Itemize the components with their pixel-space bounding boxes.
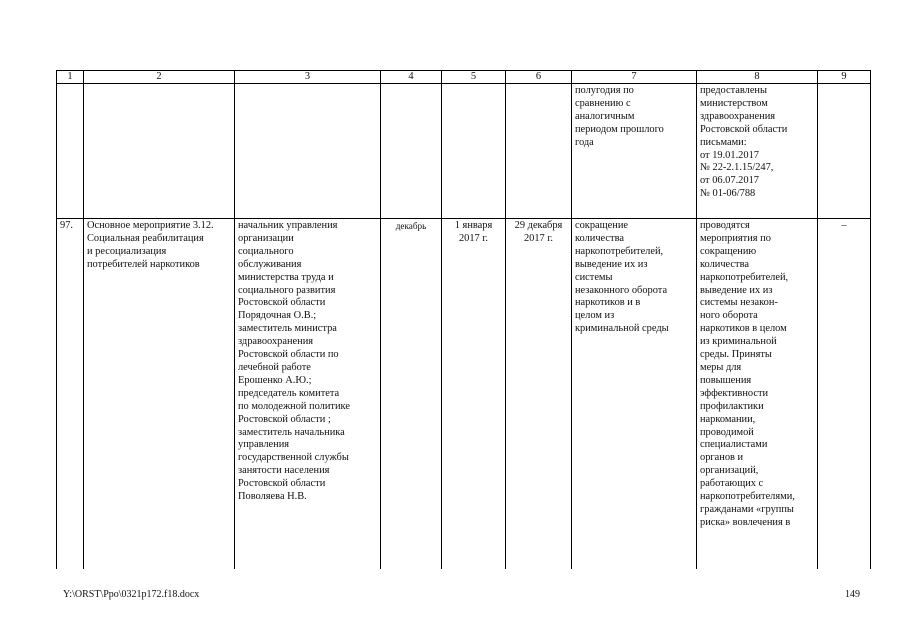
text-line: аналогичным xyxy=(575,110,635,122)
text-line: ного оборота xyxy=(700,310,758,322)
cell-status xyxy=(697,84,818,219)
text-line: Ростовской области по xyxy=(238,349,339,361)
text-line: выведение их из xyxy=(575,258,648,270)
text-line: риска» вовлечения в xyxy=(700,516,791,528)
text-line: Ростовской области ; xyxy=(238,413,331,425)
cell-deadline: декабрь xyxy=(381,219,442,570)
cell-status xyxy=(697,219,818,570)
cell-deadline xyxy=(381,84,442,219)
text-line: наркопотребителями, xyxy=(700,491,795,503)
column-number: 4 xyxy=(381,71,442,84)
text-line: управления xyxy=(238,439,290,451)
text-line: начальник управления xyxy=(238,220,338,231)
text-line: по молодежной политике xyxy=(238,400,350,412)
text-line: наркомании, xyxy=(700,413,756,425)
column-number: 2 xyxy=(84,71,235,84)
text-line: 1 января xyxy=(454,220,493,231)
text-line: из криминальной xyxy=(700,336,777,348)
text-line: Порядочная О.В.; xyxy=(238,310,317,322)
text-line: организации xyxy=(238,232,294,244)
column-number: 8 xyxy=(697,71,818,84)
text-line: органов и xyxy=(700,452,744,464)
text-line: председатель комитета xyxy=(238,387,340,399)
text-line: Ростовской области xyxy=(238,297,326,309)
text-line: министерством xyxy=(700,97,768,109)
text-line: незаконного оборота xyxy=(575,284,668,296)
text-line: Ерошенко А.Ю.; xyxy=(238,374,312,386)
text-line: министерства труда и xyxy=(238,271,334,283)
text-line: меры для xyxy=(700,361,742,373)
text-line: предоставлены xyxy=(700,85,767,96)
text-line: года xyxy=(575,136,594,148)
text-line: периодом прошлого xyxy=(575,123,664,135)
text-line: заместитель начальника xyxy=(238,426,345,438)
text-line: Основное мероприятие 3.12. xyxy=(87,220,214,231)
text-line: Ростовской области xyxy=(238,478,326,490)
text-line: заместитель министра xyxy=(238,323,337,335)
cell-event xyxy=(84,84,235,219)
text-line: выведение их из xyxy=(700,284,773,296)
text-line: лечебной работе xyxy=(238,361,311,373)
cell-start xyxy=(442,219,506,570)
column-number: 1 xyxy=(57,71,84,84)
text-line: повышения xyxy=(700,374,752,386)
footer-file-path: Y:\ORST\Ppo\0321p172.f18.docx xyxy=(63,589,200,600)
text-line: письмами: xyxy=(700,136,747,148)
text-line: 2017 г. xyxy=(523,232,554,244)
cell-num: 97. xyxy=(57,219,84,570)
text-line: гражданами «группы xyxy=(700,503,794,515)
text-line: социального xyxy=(238,245,294,257)
report-table xyxy=(56,70,871,569)
text-line: количества xyxy=(575,232,624,244)
table-row-97 xyxy=(57,219,871,570)
cell-expected-result xyxy=(572,219,697,570)
text-line: среды. Приняты xyxy=(700,349,772,361)
table-row-continuation xyxy=(57,84,871,219)
cell-executors xyxy=(235,84,381,219)
text-line: специалистами xyxy=(700,439,768,451)
column-number: 5 xyxy=(442,71,506,84)
column-number: 6 xyxy=(506,71,572,84)
text-line: и ресоциализация xyxy=(87,245,167,257)
text-line: сокращение xyxy=(575,220,629,231)
text-line: № 22-2.1.15/247, xyxy=(700,162,774,174)
text-line: криминальной среды xyxy=(575,323,669,335)
text-line: наркопотребителей, xyxy=(700,271,789,283)
text-line: занятости населения xyxy=(238,465,330,477)
text-line: количества xyxy=(700,258,749,270)
column-number: 7 xyxy=(572,71,697,84)
text-line: сравнению с xyxy=(575,97,631,109)
text-line: Поволяева Н.В. xyxy=(238,491,307,503)
column-number: 9 xyxy=(818,71,871,84)
text-line: организаций, xyxy=(700,465,759,477)
cell-event xyxy=(84,219,235,570)
text-line: сокращению xyxy=(700,245,757,257)
text-line: обслуживания xyxy=(238,258,302,270)
text-line: здравоохранения xyxy=(238,336,314,348)
text-line: 29 декабря xyxy=(514,220,563,231)
text-line: государственной службы xyxy=(238,452,349,464)
cell-start xyxy=(442,84,506,219)
text-line: полугодия по xyxy=(575,85,634,96)
cell-notes xyxy=(818,84,871,219)
cell-num xyxy=(57,84,84,219)
text-line: системы незакон- xyxy=(700,297,778,309)
text-line: системы xyxy=(575,271,613,283)
cell-end xyxy=(506,84,572,219)
footer-page-number: 149 xyxy=(845,589,860,600)
cell-notes: – xyxy=(818,219,871,570)
text-line: Социальная реабилитация xyxy=(87,232,204,244)
cell-expected-result xyxy=(572,84,697,219)
text-line: от 19.01.2017 xyxy=(700,149,759,161)
text-line: Ростовской области xyxy=(700,123,788,135)
text-line: целом из xyxy=(575,310,615,322)
text-line: проводимой xyxy=(700,426,754,438)
column-number-row xyxy=(57,71,871,84)
text-line: проводятся xyxy=(700,220,750,231)
text-line: социального развития xyxy=(238,284,336,296)
cell-end xyxy=(506,219,572,570)
text-line: наркотиков в целом xyxy=(700,323,787,335)
text-line: 2017 г. xyxy=(458,232,489,244)
column-number: 3 xyxy=(235,71,381,84)
text-line: № 01-06/788 xyxy=(700,188,756,200)
text-line: работающих с xyxy=(700,478,764,490)
cell-executors xyxy=(235,219,381,570)
text-line: от 06.07.2017 xyxy=(700,175,759,187)
text-line: наркопотребителей, xyxy=(575,245,664,257)
text-line: эффективности xyxy=(700,387,769,399)
text-line: мероприятия по xyxy=(700,232,771,244)
text-line: потребителей наркотиков xyxy=(87,258,200,270)
text-line: здравоохранения xyxy=(700,110,776,122)
text-line: наркотиков и в xyxy=(575,297,641,309)
text-line: профилактики xyxy=(700,400,764,412)
